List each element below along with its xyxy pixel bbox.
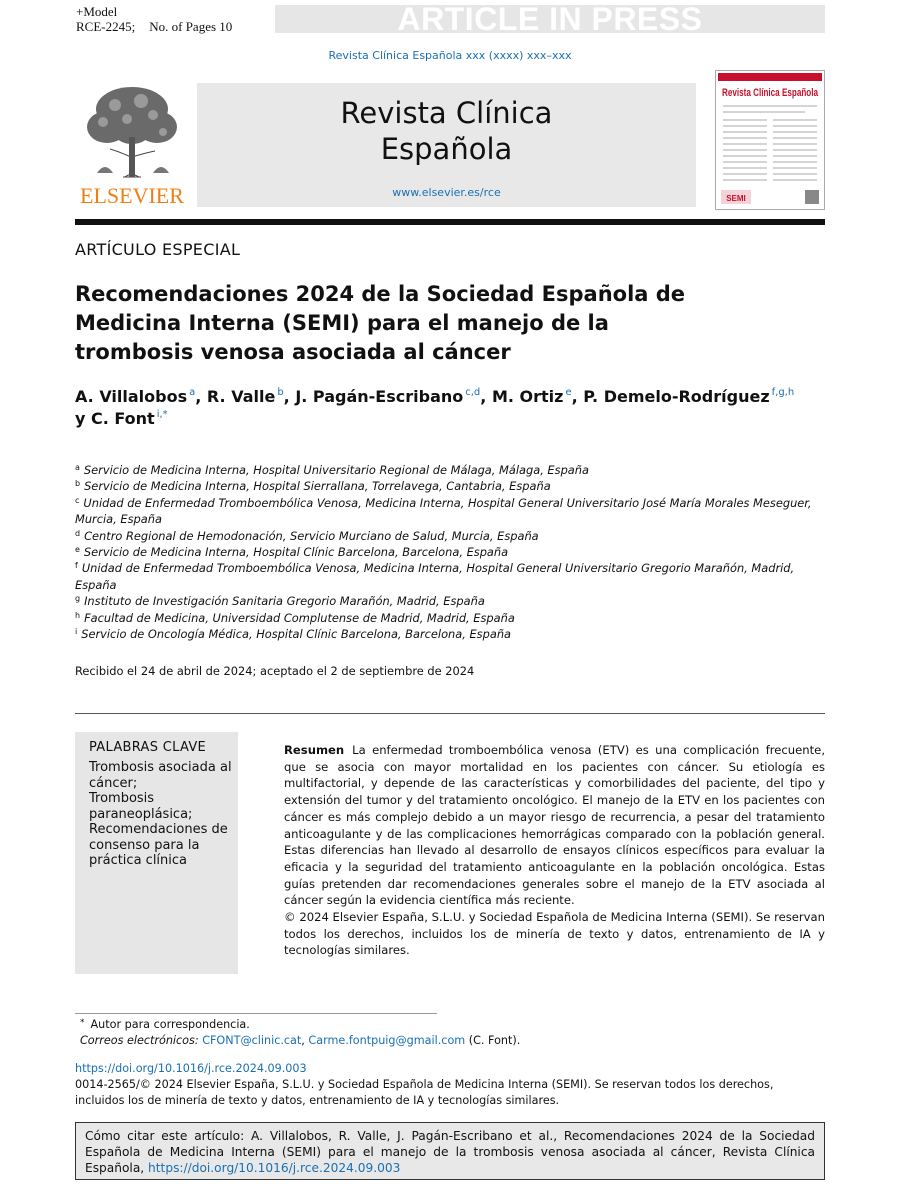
elsevier-tree-icon xyxy=(75,77,189,209)
abstract-body xyxy=(284,742,825,909)
journal-url-link[interactable]: www.elsevier.es/rce xyxy=(392,186,501,199)
affiliation-key: g xyxy=(75,594,81,604)
keyword-item: Trombosis asociada al cáncer; xyxy=(89,760,232,791)
affiliation-text: Unidad de Enfermedad Tromboembólica Venosa, Medicina Interna, Hospital General Universitario Gregorio Marañón, Madrid, España xyxy=(75,561,795,592)
author xyxy=(492,387,583,406)
author xyxy=(75,409,168,428)
author-list xyxy=(75,386,825,430)
cover-title: Revista Clínica Española xyxy=(722,87,819,99)
journal-title-line1: Revista Clínica xyxy=(340,96,553,130)
cover-footer: SEMI xyxy=(726,194,746,203)
header-divider xyxy=(75,219,825,225)
affiliations-list xyxy=(75,462,825,642)
affiliation-text: Servicio de Oncología Médica, Hospital Clínic Barcelona, Barcelona, España xyxy=(81,627,512,642)
affiliation-text: Servicio de Medicina Interna, Hospital Sierrallana, Torrelavega, Cantabria, España xyxy=(84,479,551,494)
author-separator: , xyxy=(195,387,207,406)
citation-box xyxy=(75,1122,825,1180)
affiliation-item xyxy=(75,593,825,609)
keywords-box xyxy=(75,732,238,974)
affiliation-item xyxy=(75,626,825,642)
ref-code: RCE-2245; xyxy=(76,19,136,34)
author-separator: , xyxy=(571,387,584,406)
affiliation-text: Centro Regional de Hemodonación, Servicio Murciano de Salud, Murcia, España xyxy=(84,528,539,543)
footnote-divider xyxy=(75,1013,437,1014)
elsevier-logo xyxy=(75,77,189,209)
citation-doi-link[interactable]: https://doi.org/10.1016/j.rce.2024.09.003 xyxy=(148,1161,401,1175)
affiliation-text: Unidad de Enfermedad Tromboembólica Venosa, Medicina Interna, Hospital General Universitario José María Morales Meseguer, Murcia, España xyxy=(75,495,812,527)
email-link-2[interactable]: Carme.fontpuig@gmail.com xyxy=(308,1033,466,1047)
journal-title-line2: Española xyxy=(380,132,513,166)
abstract-divider xyxy=(75,713,825,714)
email-suffix: (C. Font). xyxy=(465,1033,521,1047)
publisher-name: ELSEVIER xyxy=(80,183,184,208)
citation-text xyxy=(85,1128,815,1176)
doi-link[interactable]: https://doi.org/10.1016/j.rce.2024.09.003 xyxy=(75,1062,307,1075)
affiliation-key: c xyxy=(75,495,80,505)
keyword-item: Recomendaciones de consenso para la práctica clínica xyxy=(89,822,228,868)
manuscript-info xyxy=(76,4,232,34)
footnote-text: Autor para correspondencia. xyxy=(90,1018,250,1031)
model-label: +Model xyxy=(76,4,118,19)
author xyxy=(207,387,295,406)
affiliation-key: b xyxy=(75,479,81,489)
author-separator: , xyxy=(480,387,492,406)
section-label: ARTÍCULO ESPECIAL xyxy=(75,240,241,259)
affiliation-item xyxy=(75,478,825,494)
author-name: y C. Font xyxy=(75,409,155,428)
affiliation-key: a xyxy=(75,463,80,472)
author-affiliation-marker[interactable]: b xyxy=(277,387,284,398)
affiliation-key: i xyxy=(75,627,78,637)
abstract-label: Resumen xyxy=(284,743,345,757)
author-name: P. Demelo-Rodríguez xyxy=(583,387,770,406)
emails-label: Correos electrónicos: xyxy=(80,1033,199,1047)
author xyxy=(75,387,207,406)
keywords-heading: PALABRAS CLAVE xyxy=(89,740,207,755)
affiliation-item xyxy=(75,560,825,593)
page-count: No. of Pages 10 xyxy=(149,19,233,34)
author-affiliation-marker[interactable]: f,g,h xyxy=(771,387,795,398)
citation-body: Cómo citar este artículo: A. Villalobos, R. Valle, J. Pagán-Escribano et al., Recomendaciones 2024 de la Sociedad Española de Medicina Interna (SEMI) para el manejo de la trombosis venosa asociada al cáncer, Revista Clínica Española, xyxy=(85,1129,815,1175)
article-in-press-label: ARTICLE IN PRESS xyxy=(397,1,703,37)
affiliation-item xyxy=(75,495,825,528)
author xyxy=(583,387,794,406)
affiliation-text: Facultad de Medicina, Universidad Complutense de Madrid, Madrid, España xyxy=(84,610,515,625)
abstract-text: La enfermedad tromboembólica venosa (ETV) es una complicación frecuente, que se asocia con mayor mortalidad en los pacientes con cáncer. Su etiología es multifactorial, y depende de las características y comorbilidades del paciente, del tipo y extensión del tumor y del tratamiento oncológico. El manejo de la ETV en los pacientes con cáncer es más complejo debido a un mayor riesgo de recurrencia, a pesar del tratamiento anticoagulante y de las complicaciones hemorrágicas comparado con la población general. Estas diferencias han llevado al desarrollo de ensayos clínicos específicos para evaluar la eficacia y la seguridad del tratamiento anticoagulante en la población oncológica. Estas guías pretenden dar recomendaciones generales sobre el manejo de la ETV asociada al cáncer según la evidencia científica más reciente. xyxy=(284,743,825,908)
abstract xyxy=(284,742,825,959)
affiliation-key: f xyxy=(75,561,78,571)
article-title: Recomendaciones 2024 de la Sociedad Española de Medicina Interna (SEMI) para el manejo de la trombosis venosa asociada al cáncer xyxy=(75,282,686,364)
affiliation-key: h xyxy=(75,610,81,620)
affiliation-item xyxy=(75,528,825,544)
journal-header xyxy=(197,83,696,207)
author-affiliation-marker[interactable]: a xyxy=(189,387,196,398)
affiliation-text: Servicio de Medicina Interna, Hospital Clínic Barcelona, Barcelona, España xyxy=(83,545,509,560)
author-affiliation-marker[interactable]: i,* xyxy=(156,409,168,420)
author-affiliation-marker[interactable]: e xyxy=(565,387,572,398)
author-name: J. Pagán-Escribano xyxy=(295,387,464,406)
article-in-press-banner xyxy=(275,1,825,37)
journal-cover-thumbnail xyxy=(715,70,825,210)
author-affiliation-marker[interactable]: c,d xyxy=(465,387,481,398)
journal-title xyxy=(197,95,696,167)
footnote-marker: * xyxy=(80,1018,85,1028)
author-separator: , xyxy=(283,387,296,406)
author xyxy=(295,387,492,406)
affiliation-text: Servicio de Medicina Interna, Hospital Universitario Regional de Málaga, Málaga, España xyxy=(83,463,589,477)
keywords-list xyxy=(89,760,234,869)
affiliation-key: e xyxy=(75,545,80,555)
author-name: A. Villalobos xyxy=(75,387,188,406)
keyword-item: Trombosis paraneoplásica; xyxy=(89,791,193,822)
cover-image xyxy=(715,70,825,210)
author-name: R. Valle xyxy=(206,387,276,406)
affiliation-item xyxy=(75,610,825,626)
received-dates: Recibido el 24 de abril de 2024; aceptado el 2 de septiembre de 2024 xyxy=(75,664,475,678)
email-link-1[interactable]: CFONT@clinic.cat xyxy=(202,1033,302,1047)
abstract-copyright: © 2024 Elsevier España, S.L.U. y Sociedad Española de Medicina Interna (SEMI). Se reservan todos los derechos, incluidos los de minería de texto y datos, entrenamiento de IA y tecnologías similares. xyxy=(284,910,825,958)
copyright-line: 0014-2565/© 2024 Elsevier España, S.L.U. y Sociedad Española de Medicina Interna (SEMI). Se reservan todos los derechos, incluidos los de minería de texto y datos, entrenamiento de IA y tecnologías similares. xyxy=(75,1078,774,1107)
affiliation-item xyxy=(75,544,825,560)
email-separator: , xyxy=(301,1033,309,1047)
affiliation-item xyxy=(75,462,825,478)
affiliation-key: d xyxy=(75,528,81,538)
author-name: M. Ortiz xyxy=(491,387,564,406)
corresponding-author-footnote xyxy=(80,1016,520,1048)
affiliation-text: Instituto de Investigación Sanitaria Gregorio Marañón, Madrid, España xyxy=(84,594,485,609)
journal-reference[interactable]: Revista Clínica Española xxx (xxxx) xxx–xxx xyxy=(328,49,572,62)
